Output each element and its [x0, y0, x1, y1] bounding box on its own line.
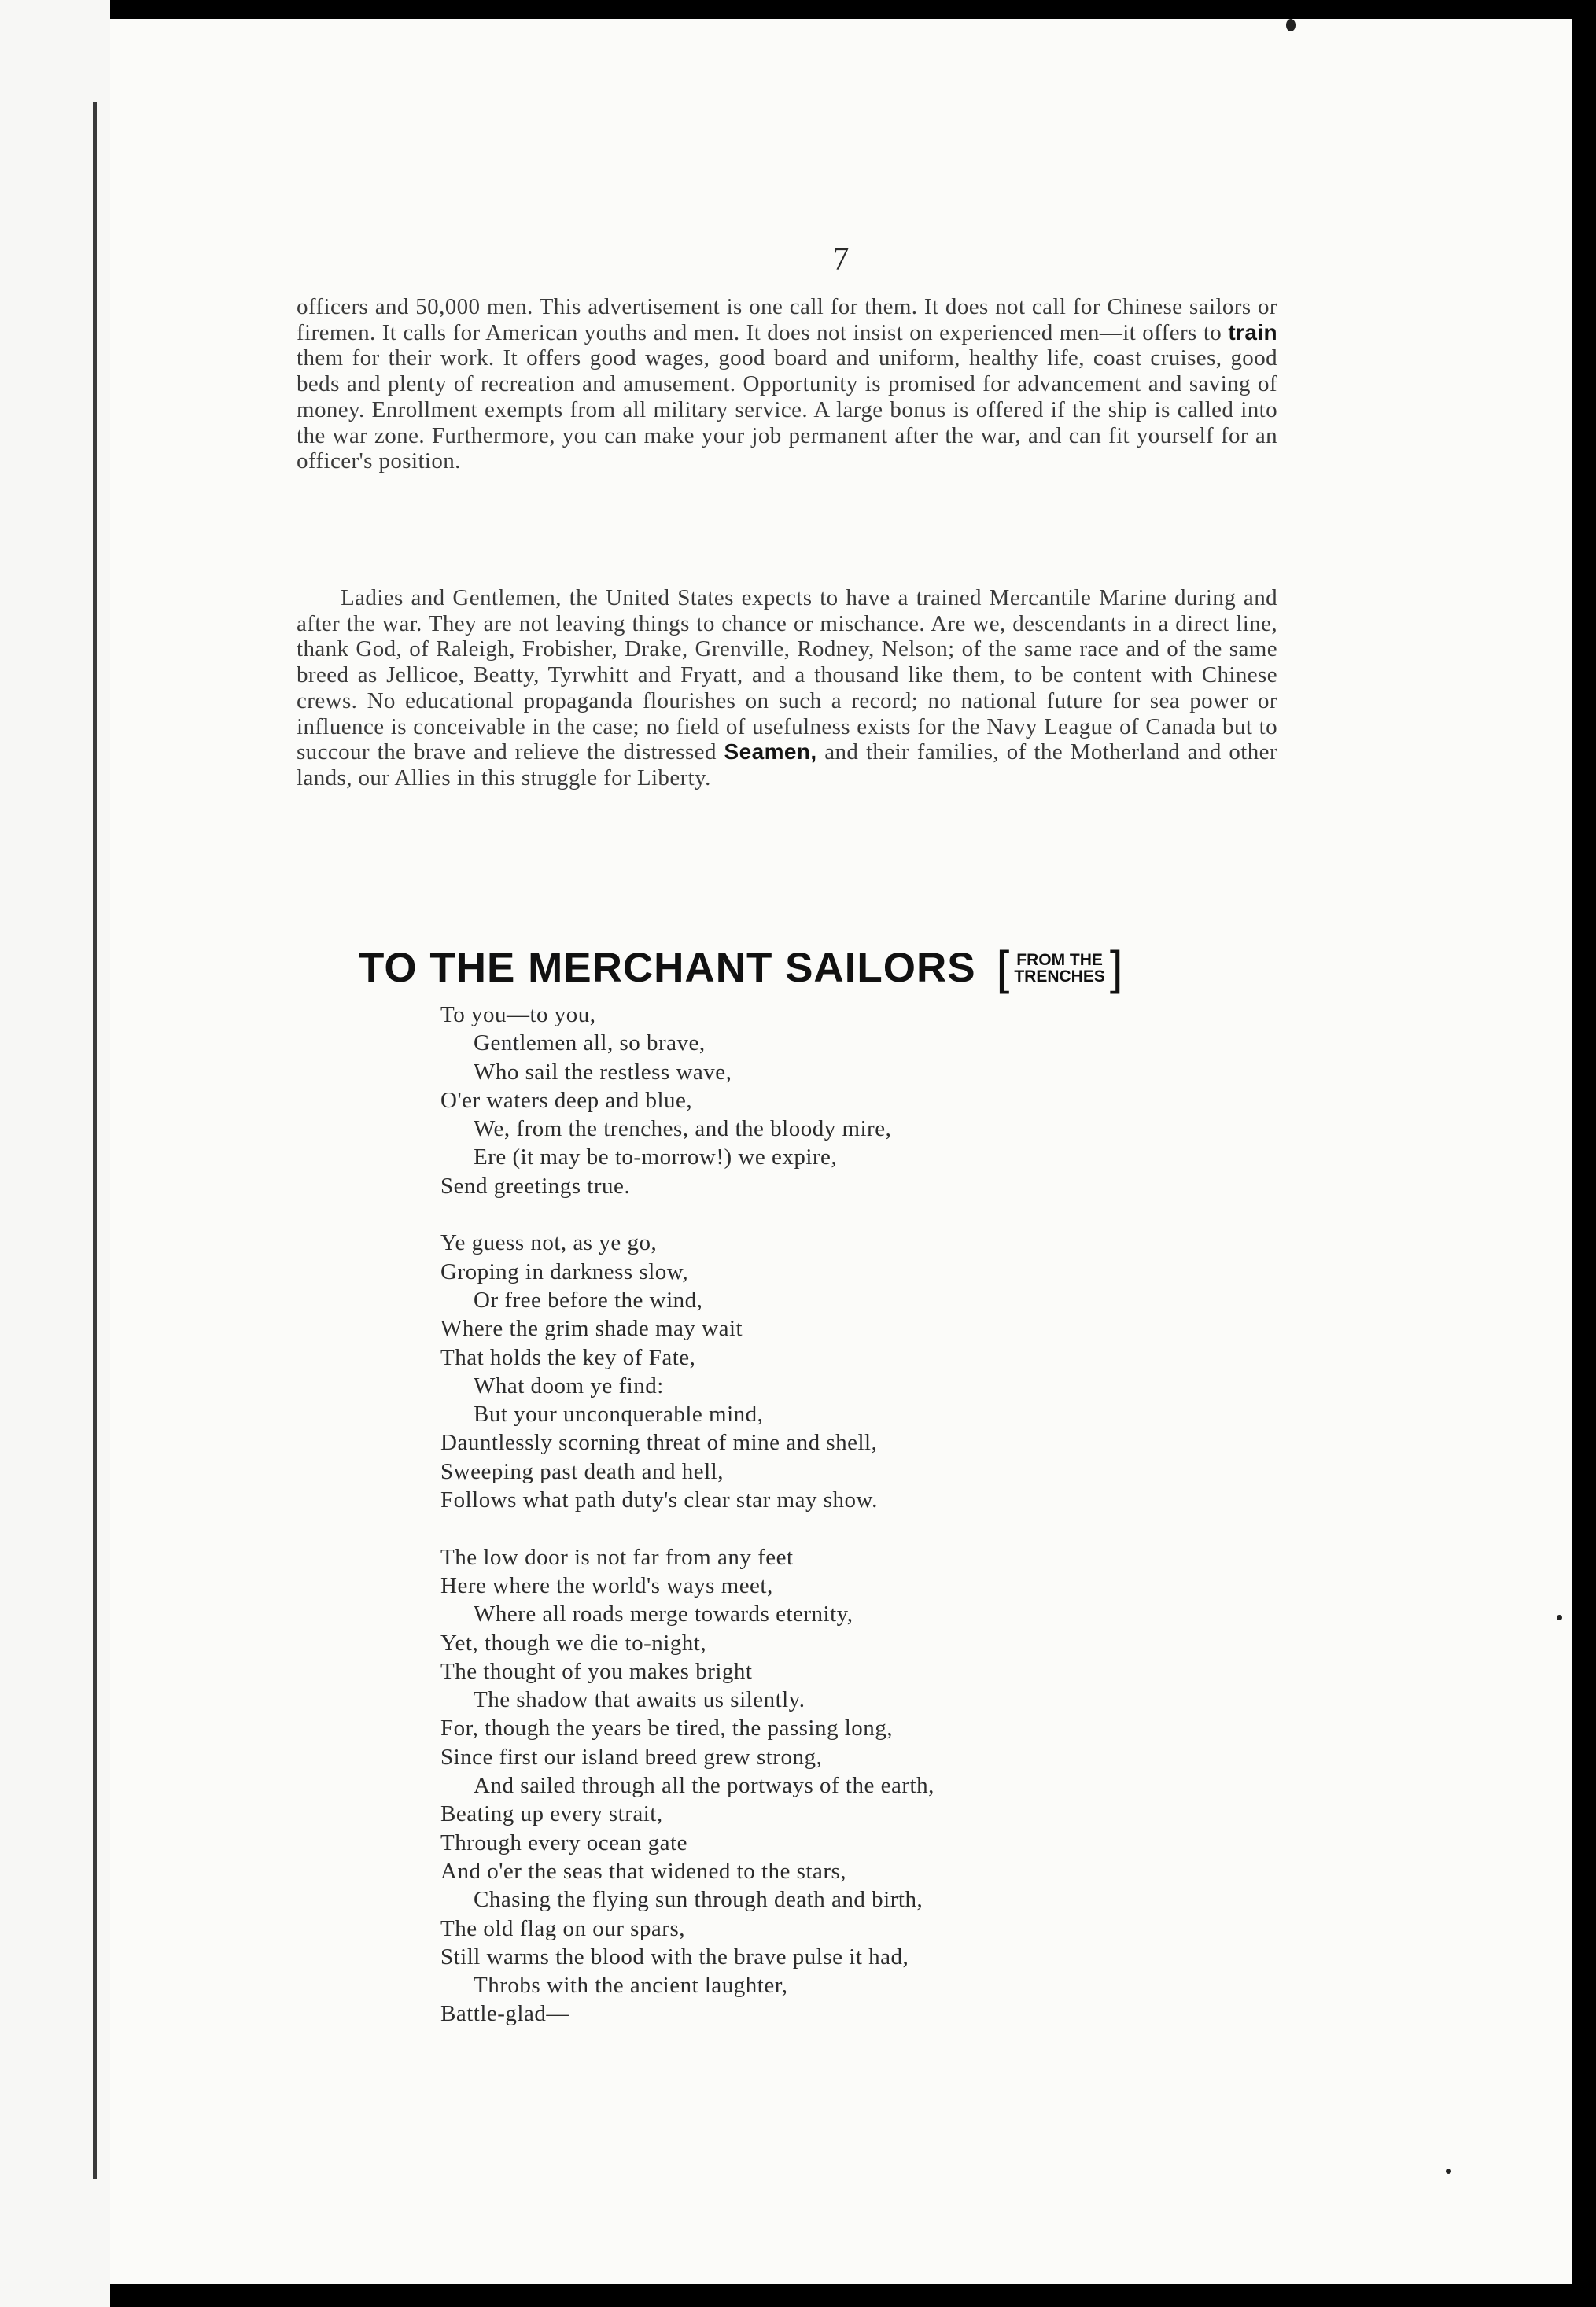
title-note [996, 941, 1123, 994]
poem-line: Where the grim shade may wait [440, 1316, 743, 1342]
stanza-break [440, 1200, 1463, 1229]
poem-line: And o'er the seas that widened to the stars, [440, 1858, 847, 1884]
bracket-close: ] [1109, 941, 1123, 994]
poem-line: Beating up every strait, [440, 1801, 663, 1827]
document-page [110, 19, 1572, 2284]
paragraph-segment: officers and 50,000 men. This advertisement is one call for them. It does not call for Chinese sailors or firemen. It calls for American youths and men. It does not insist on experienced men—it offers to [297, 294, 1277, 345]
poem-line: And sailed through all the portways of the earth, [474, 1773, 934, 1799]
poem-line: The thought of you makes bright [440, 1658, 753, 1684]
prose-paragraph [297, 585, 1277, 791]
poem-line: Here where the world's ways meet, [440, 1572, 773, 1598]
stanza-break [440, 1514, 1463, 1542]
poem-line: Chasing the flying sun through death and birth, [474, 1887, 923, 1913]
poem-line: What doom ye find: [474, 1373, 664, 1399]
poem-line: Through every ocean gate [440, 1830, 687, 1856]
poem-line: Throbs with the ancient laughter, [474, 1973, 788, 1999]
gutter-line [93, 102, 97, 2179]
poem-line: For, though the years be tired, the passing long, [440, 1716, 894, 1741]
poem-line: Yet, though we die to-night, [440, 1630, 707, 1656]
poem-line: We, from the trenches, and the bloody mire, [474, 1116, 892, 1142]
prose-paragraph [297, 294, 1277, 474]
paragraph-segment: Ladies and Gentlemen, the United States expects to have a trained Mercantile Marine during and after the war. They are not leaving things to chance or mischance. Are we, descendants in a direct line, thank God, of Raleigh, Frobisher, Drake, Grenville, Rodney, Nelson; of the same race and of the same breed as Jellicoe, Beatty, Tyrwhitt and Fryatt, and a thousand like them, to be content with Chinese crews. No educational propaganda flourishes on such a record; no national future for sea power or influence is conceivable in the case; no field of usefulness exists for the Navy League of Canada but to succour the brave and relieve the distressed [297, 585, 1277, 765]
poem-line: Or free before the wind, [474, 1287, 703, 1313]
page-number: 7 [832, 241, 850, 278]
poem-line: Send greetings true. [440, 1173, 631, 1199]
scan-speck [1286, 19, 1296, 31]
poem-line: The old flag on our spars, [440, 1915, 685, 1941]
scan-speck [1446, 2169, 1451, 2174]
poem-line: Ye guess not, as ye go, [440, 1230, 658, 1256]
poem-line: Sweeping past death and hell, [440, 1458, 724, 1484]
facing-page-edge [0, 0, 110, 2307]
poem-line: Since first our island breed grew strong, [440, 1744, 823, 1770]
poem-title: TO THE MERCHANT SAILORS [359, 945, 976, 991]
poem-line: To you—to you, [440, 1002, 596, 1027]
poem-line: But your unconquerable mind, [474, 1402, 764, 1428]
emphasis-word: train [1228, 319, 1277, 345]
poem-line: The shadow that awaits us silently. [474, 1687, 805, 1713]
emphasis-word: Seamen, [724, 739, 817, 765]
poem-line: That holds the key of Fate, [440, 1344, 696, 1370]
paragraph-segment: them for their work. It offers good wages, good board and uniform, healthy life, coast cruises, good beds and plenty of recreation and amusement. Opportunity is promised for advancement and saving of money. Enrollment exempts from all military service. A large bonus is offered if the ship is called into the war zone. Furthermore, you can make your job permanent after the war, and can fit yourself for an officer's position. [297, 345, 1277, 474]
scan-speck [1557, 1615, 1562, 1620]
paragraph-text [297, 294, 1277, 474]
poem-heading [359, 941, 1381, 994]
paragraph-text [297, 585, 1277, 791]
poem-line: Who sail the restless wave, [474, 1059, 732, 1085]
poem-line: Dauntlessly scorning threat of mine and shell, [440, 1430, 878, 1456]
poem-line: Where all roads merge towards eternity, [474, 1601, 853, 1627]
note-lines [1009, 952, 1110, 985]
poem-line: Groping in darkness slow, [440, 1259, 689, 1284]
note-line: TRENCHES [1014, 967, 1105, 986]
poem-body [440, 1001, 1463, 2029]
note-line: FROM THE [1016, 950, 1103, 969]
poem-line: The low door is not far from any feet [440, 1544, 794, 1570]
paragraph-segment: and their families, of the Motherland and other lands, our Allies in this struggle for Liberty. [297, 739, 1277, 790]
poem-line: Gentlemen all, so brave, [474, 1030, 706, 1056]
poem-line: Battle-glad— [440, 2001, 569, 2027]
bracket-open: [ [996, 941, 1010, 994]
poem-line: O'er waters deep and blue, [440, 1087, 693, 1113]
poem-line: Follows what path duty's clear star may show. [440, 1487, 878, 1513]
poem-line: Still warms the blood with the brave pulse it had, [440, 1944, 909, 1970]
poem-line: Ere (it may be to-morrow!) we expire, [474, 1144, 838, 1170]
